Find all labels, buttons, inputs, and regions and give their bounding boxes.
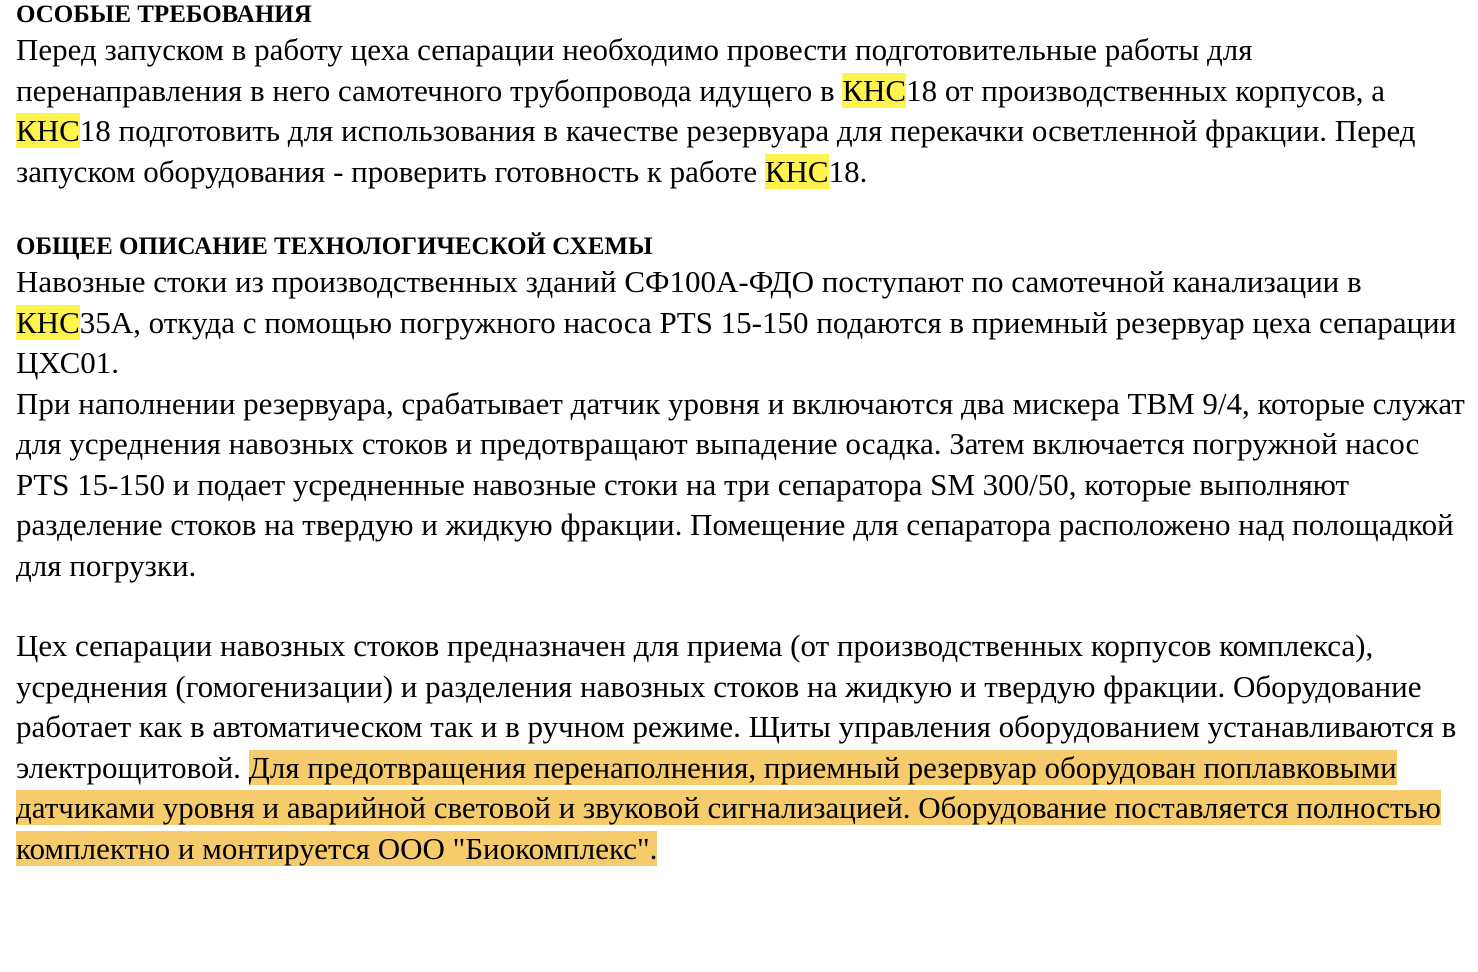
- text-run: Цех сепарации навозных стоков предназначен для приема (от производственных корпусов комплекса), усреднения (гомогенизации) и разделения навозных стоков на жидкую и твердую фракции. Оборудование работает как в автоматическом так и в ручном режиме. Щиты управления оборудованием устанавливаются в электрощитовой.: [16, 628, 1457, 785]
- highlighted-term: КНС: [842, 72, 907, 108]
- paragraph-gap: [16, 586, 1466, 626]
- text-run: Навозные стоки из производственных зданий СФ100А-ФДО поступают по самотечной канализации в: [16, 264, 1362, 299]
- paragraph-tank-filling: При наполнении резервуара, срабатывает датчик уровня и включаются два мискера TBM 9/4, которые служат для усреднения навозных стоков и предотвращают выпадение осадка. Затем включается погружной насос PTS 15-150 и подает усредненные навозные стоки на три сепаратора SM 300/50, которые выполняют разделение стоков на твердую и жидкую фракции. Помещение для сепаратора расположено над полощадкой для погрузки.: [16, 385, 1465, 583]
- text-run: Перед запуском в работу цеха сепарации необходимо провести подготовительные работы для перенаправления в него самотечного трубопровода идущего в: [16, 32, 1253, 108]
- text-run: 35А, откуда с помощью погружного насоса PTS 15-150 подаются в приемный резервуар цеха сепарации ЦХС01.: [16, 304, 1457, 380]
- highlighted-passage: Для предотвращения перенаполнения, приемный резервуар оборудован поплавковыми датчиками уровня и аварийной световой и звуковой сигнализацией. Оборудование поставляется полностью комплектно и монтируется ООО "Биокомплекс".: [16, 749, 1441, 866]
- paragraph-separation-shop: [16, 626, 1466, 869]
- section-heading-special-requirements: ОСОБЫЕ ТРЕБОВАНИЯ: [16, 1, 312, 28]
- text-run: 18.: [828, 153, 868, 189]
- paragraph-special-requirements: [16, 30, 1466, 192]
- text-run: 18 подготовить для использования в качестве резервуара для перекачки осветленной фракции. Перед запуском оборудования - проверить готовность к работе: [16, 113, 1416, 189]
- paragraph-scheme-intro: [16, 262, 1466, 384]
- highlighted-term: КНС: [16, 113, 80, 148]
- section-heading-scheme-description: ОБЩЕЕ ОПИСАНИЕ ТЕХНОЛОГИЧЕСКОЙ СХЕМЫ: [16, 233, 653, 260]
- paragraph-gap: [16, 192, 1466, 232]
- document-body: [16, 0, 1466, 869]
- highlighted-term: КНС: [764, 153, 829, 189]
- highlighted-term: КНС: [16, 304, 80, 340]
- text-run: 18 от производственных корпусов, а: [906, 72, 1385, 108]
